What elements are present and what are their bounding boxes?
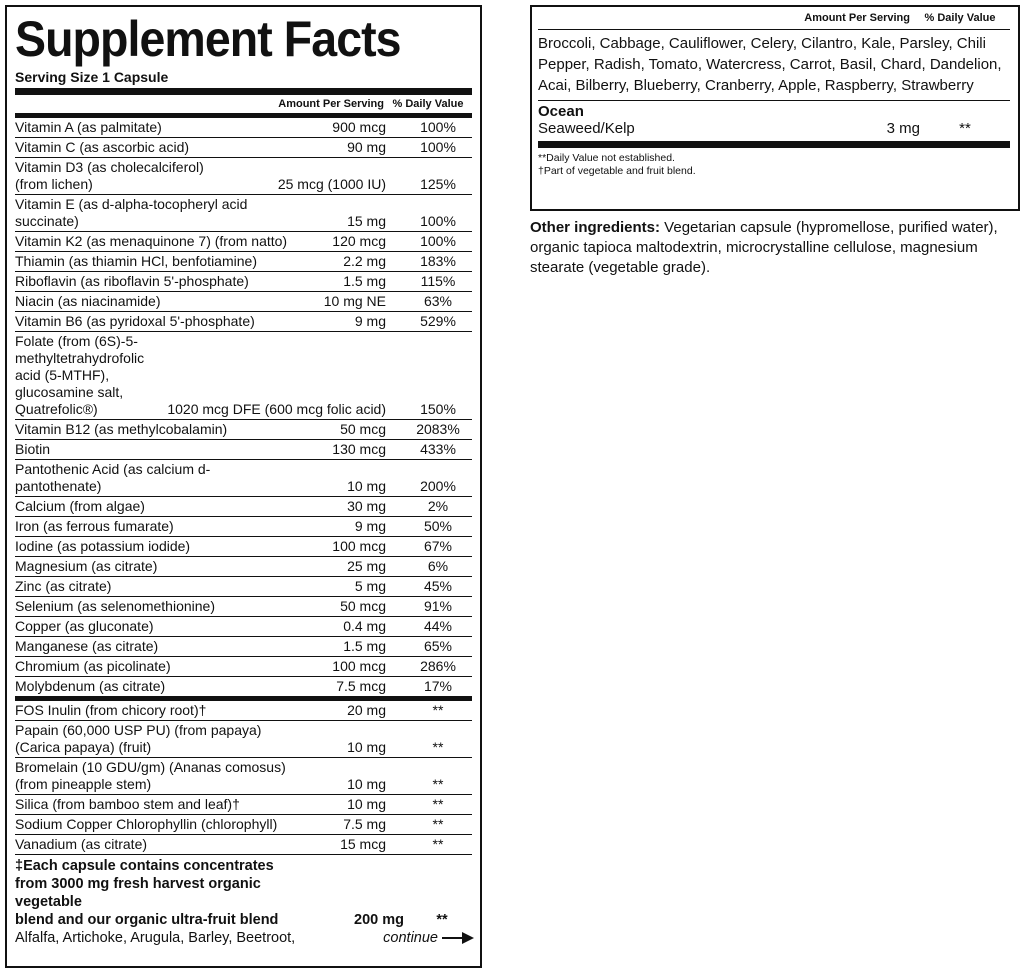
nutrient-dv: ** xyxy=(432,836,444,852)
panel-title: Supplement Facts xyxy=(15,11,401,67)
continue-label: continue xyxy=(383,930,438,946)
table-row xyxy=(15,757,472,794)
nutrient-dv: ** xyxy=(432,816,444,832)
nutrient-dv: ** xyxy=(432,739,444,755)
nutrient-amount: 2.2 mg xyxy=(343,253,386,269)
nutrient-dv: 200% xyxy=(420,478,456,494)
arrow-right-icon xyxy=(442,937,472,939)
blend-heading: ‡Each capsule contains concentrates from 3000 mg fresh harvest organic vegetable blend and our organic ultra-fruit blend xyxy=(15,858,279,928)
nutrient-name: Silica (from bamboo stem and leaf)† xyxy=(15,796,240,812)
table-row xyxy=(15,794,472,814)
blend-dv: ** xyxy=(436,912,448,928)
nutrient-name: Thiamin (as thiamin HCl, benfotiamine) xyxy=(15,253,257,269)
nutrient-name: Iodine (as potassium iodide) xyxy=(15,538,191,554)
ocean-amount: 3 mg xyxy=(886,120,920,137)
nutrient-amount: 1.5 mg xyxy=(343,273,386,289)
nutrient-amount: 15 mg xyxy=(347,213,386,229)
nutrient-name: Molybdenum (as citrate) xyxy=(15,678,166,694)
nutrient-dv: 91% xyxy=(423,598,453,614)
nutrient-amount: 7.5 mcg xyxy=(336,678,386,694)
nutrient-dv: 100% xyxy=(420,139,456,155)
blend-ingredients-continued: Broccoli, Cabbage, Cauliflower, Celery, Cilantro, Kale, Parsley, Chili Pepper, Radish, Tomato, Watercress, Carrot, Basil, Chard, Dandelion, Acai, Bilberry, Blueberry, Cranberry, Apple, Raspberry, Strawberry xyxy=(538,29,1010,96)
table-row xyxy=(15,231,472,251)
nutrient-name: Selenium (as selenomethionine) xyxy=(15,598,215,614)
nutrient-dv: 17% xyxy=(423,678,453,694)
nutrient-dv: 65% xyxy=(423,638,453,654)
nutrient-dv: ** xyxy=(432,776,444,792)
other-ingredient-list xyxy=(15,701,472,854)
nutrient-amount: 50 mcg xyxy=(340,421,386,437)
table-row xyxy=(15,137,472,157)
nutrient-dv: 67% xyxy=(423,538,453,554)
nutrient-dv: 44% xyxy=(423,618,453,634)
supplement-facts-panel xyxy=(5,5,482,968)
nutrient-amount: 25 mcg (1000 IU) xyxy=(277,176,386,192)
ocean-row xyxy=(538,120,1010,137)
nutrient-name: Calcium (from algae) xyxy=(15,498,145,514)
nutrient-amount: 25 mg xyxy=(347,558,386,574)
blend-ingredients-start: Alfalfa, Artichoke, Arugula, Barley, Beetroot, xyxy=(15,930,296,946)
nutrient-dv: 2% xyxy=(427,498,449,514)
nutrient-amount: 7.5 mg xyxy=(343,816,386,832)
nutrient-name: Chromium (as picolinate) xyxy=(15,658,171,674)
nutrient-name: Vitamin K2 (as menaquinone 7) (from natto) xyxy=(15,233,288,249)
amount-header: Amount Per Serving xyxy=(804,12,910,24)
nutrient-name: Magnesium (as citrate) xyxy=(15,558,158,574)
table-row xyxy=(15,251,472,271)
nutrient-dv: 50% xyxy=(423,518,453,534)
nutrient-amount: 900 mcg xyxy=(332,119,386,135)
nutrient-amount: 1.5 mg xyxy=(343,638,386,654)
footnote-blend: †Part of vegetable and fruit blend. xyxy=(538,165,696,177)
blend-heading-row xyxy=(15,857,472,929)
nutrient-name: Bromelain (10 GDU/gm) (Ananas comosus) (from pineapple stem) xyxy=(15,759,286,792)
nutrient-amount: 15 mcg xyxy=(340,836,386,852)
nutrient-dv: 150% xyxy=(420,401,456,417)
nutrient-name: Vitamin C (as ascorbic acid) xyxy=(15,139,190,155)
nutrient-list xyxy=(15,118,472,696)
nutrient-dv: ** xyxy=(432,702,444,718)
nutrient-amount: 90 mg xyxy=(347,139,386,155)
serving-size: Serving Size 1 Capsule xyxy=(15,69,169,85)
nutrient-dv: 115% xyxy=(420,273,456,289)
nutrient-name: Pantothenic Acid (as calcium d-pantothenate) xyxy=(15,461,211,494)
nutrient-dv: 433% xyxy=(420,441,456,457)
dv-header: % Daily Value xyxy=(392,98,464,110)
blend-amount: 200 mg xyxy=(354,912,404,928)
table-row xyxy=(15,496,472,516)
nutrient-name: Vitamin B6 (as pyridoxal 5'-phosphate) xyxy=(15,313,255,329)
nutrient-dv: ** xyxy=(432,796,444,812)
nutrient-amount: 10 mg xyxy=(347,776,386,792)
nutrient-dv: 100% xyxy=(420,233,456,249)
nutrient-dv: 100% xyxy=(420,213,456,229)
ocean-dv: ** xyxy=(959,120,971,137)
table-row xyxy=(15,516,472,536)
nutrient-name: Iron (as ferrous fumarate) xyxy=(15,518,174,534)
nutrient-amount: 10 mg NE xyxy=(323,293,386,309)
table-row xyxy=(15,556,472,576)
nutrient-name: Vitamin D3 (as cholecalciferol) (from lichen) xyxy=(15,159,204,192)
nutrient-amount: 30 mg xyxy=(347,498,386,514)
table-row xyxy=(15,271,472,291)
nutrient-amount: 1020 mcg DFE (600 mcg folic acid) xyxy=(167,401,386,417)
nutrient-amount: 100 mcg xyxy=(332,658,386,674)
nutrient-dv: 529% xyxy=(420,313,456,329)
table-row xyxy=(15,536,472,556)
nutrient-name: Manganese (as citrate) xyxy=(15,638,159,654)
nutrient-name: Vitamin B12 (as methylcobalamin) xyxy=(15,421,228,437)
table-row xyxy=(15,616,472,636)
column-header xyxy=(15,95,472,113)
nutrient-dv: 2083% xyxy=(416,421,460,437)
nutrient-amount: 20 mg xyxy=(347,702,386,718)
other-ingredients-text: Vegetarian capsule (hypromellose, purified water), organic tapioca maltodextrin, microcrystalline cellulose, magnesium stearate (vegetable grade). xyxy=(530,219,998,276)
nutrient-amount: 100 mcg xyxy=(332,538,386,554)
nutrient-dv: 125% xyxy=(420,176,456,192)
nutrient-dv: 100% xyxy=(420,119,456,135)
table-row xyxy=(15,636,472,656)
nutrient-amount: 10 mg xyxy=(347,796,386,812)
table-row xyxy=(15,291,472,311)
blend-ingredients xyxy=(15,929,472,947)
nutrient-name: FOS Inulin (from chicory root)† xyxy=(15,702,207,718)
nutrient-name: Folate (from (6S)-5-methyltetrahydrofolic acid (5-MTHF), glucosamine salt, Quatrefolic®) xyxy=(15,333,145,417)
ocean-section xyxy=(538,100,1010,137)
ocean-item: Seaweed/Kelp xyxy=(538,120,635,137)
nutrient-amount: 10 mg xyxy=(347,478,386,494)
table-row xyxy=(15,118,472,137)
blend-section xyxy=(15,854,472,947)
nutrient-name: Vitamin E (as d-alpha-tocopheryl acid succinate) xyxy=(15,196,248,229)
nutrient-name: Zinc (as citrate) xyxy=(15,578,112,594)
footnote-dv: **Daily Value not established. xyxy=(538,152,675,164)
nutrient-amount: 130 mcg xyxy=(332,441,386,457)
nutrient-name: Biotin xyxy=(15,441,51,457)
dv-header: % Daily Value xyxy=(924,12,996,24)
nutrient-dv: 286% xyxy=(420,658,456,674)
nutrient-dv: 45% xyxy=(423,578,453,594)
nutrient-amount: 50 mcg xyxy=(340,598,386,614)
table-row xyxy=(15,814,472,834)
nutrient-name: Niacin (as niacinamide) xyxy=(15,293,161,309)
footnotes xyxy=(538,148,1010,178)
nutrient-name: Riboflavin (as riboflavin 5'-phosphate) xyxy=(15,273,249,289)
continue-link[interactable] xyxy=(383,929,472,947)
column-header xyxy=(538,11,1010,29)
table-row xyxy=(15,439,472,459)
table-row xyxy=(15,331,472,419)
nutrient-name: Vitamin A (as palmitate) xyxy=(15,119,162,135)
other-ingredients-label: Other ingredients: xyxy=(530,219,661,236)
other-ingredients xyxy=(530,218,1024,278)
nutrient-amount: 9 mg xyxy=(354,313,386,329)
nutrient-amount: 120 mcg xyxy=(332,233,386,249)
table-row xyxy=(15,656,472,676)
amount-header: Amount Per Serving xyxy=(278,98,384,110)
table-row xyxy=(15,576,472,596)
nutrient-amount: 9 mg xyxy=(354,518,386,534)
divider-thick xyxy=(15,88,472,95)
divider-thick xyxy=(538,141,1010,148)
table-row xyxy=(15,720,472,757)
table-row xyxy=(15,834,472,854)
nutrient-name: Papain (60,000 USP PU) (from papaya) (Carica papaya) (fruit) xyxy=(15,722,262,755)
table-row xyxy=(15,459,472,496)
table-row xyxy=(15,676,472,696)
nutrient-amount: 10 mg xyxy=(347,739,386,755)
nutrient-amount: 0.4 mg xyxy=(343,618,386,634)
nutrient-name: Vanadium (as citrate) xyxy=(15,836,148,852)
nutrient-amount: 5 mg xyxy=(354,578,386,594)
table-row xyxy=(15,194,472,231)
table-row xyxy=(15,419,472,439)
nutrient-name: Sodium Copper Chlorophyllin (chlorophyll) xyxy=(15,816,278,832)
table-row xyxy=(15,311,472,331)
ocean-label: Ocean xyxy=(538,103,584,120)
table-row xyxy=(15,596,472,616)
table-row xyxy=(15,157,472,194)
table-row xyxy=(15,701,472,720)
nutrient-dv: 183% xyxy=(420,253,456,269)
nutrient-name: Copper (as gluconate) xyxy=(15,618,154,634)
nutrient-dv: 6% xyxy=(427,558,449,574)
nutrient-dv: 63% xyxy=(423,293,453,309)
supplement-facts-continued-panel xyxy=(530,5,1020,211)
